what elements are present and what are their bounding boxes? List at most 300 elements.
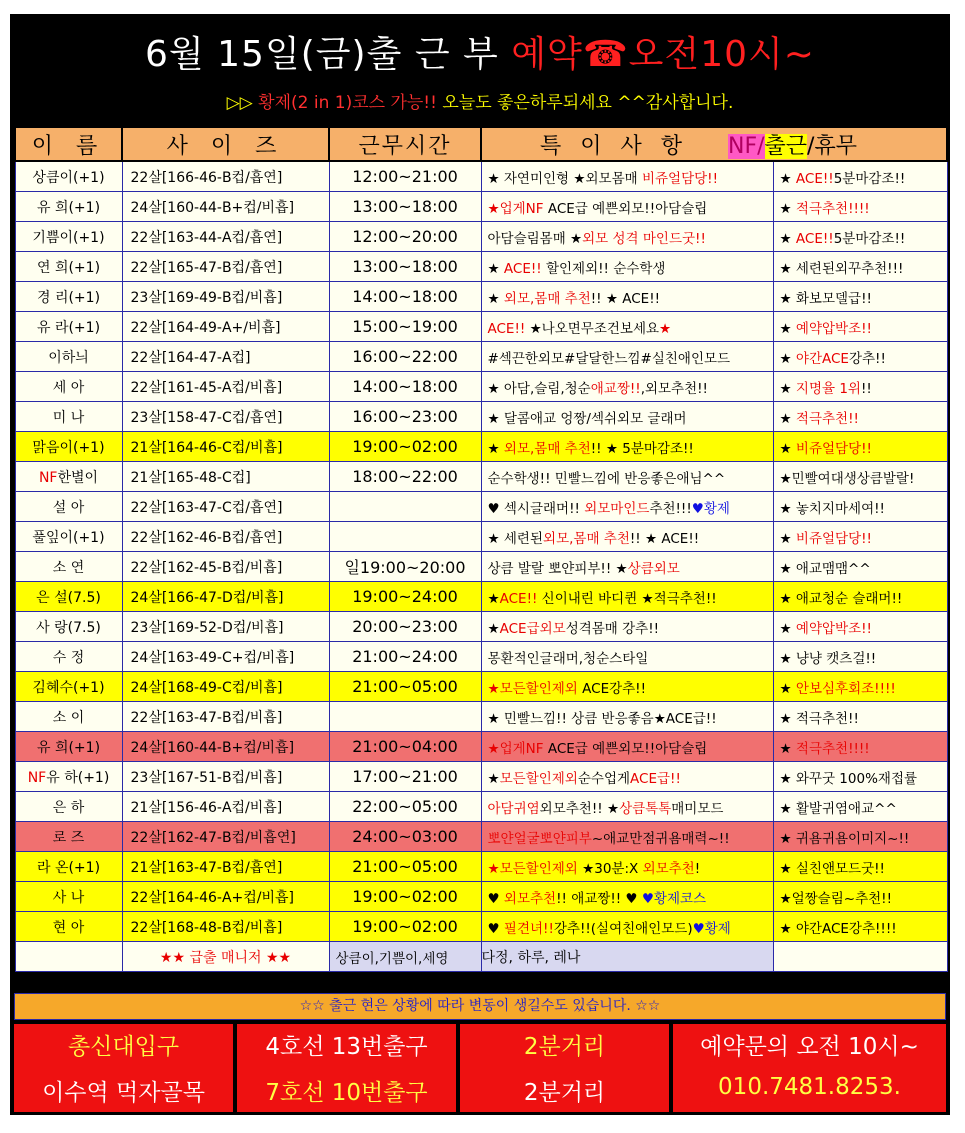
- cell-time: 24:00~03:00: [329, 822, 481, 852]
- cell-name: [15, 552, 122, 582]
- note-text: ★ 자연미인형 ★외모몸매: [487, 170, 642, 187]
- table-row: [15, 402, 947, 432]
- note-text: 성격몸매 강추!!: [565, 620, 660, 637]
- cell-size: 21살[163-47-B컵/흡연]: [122, 852, 329, 882]
- note-text: 지명율 1위: [795, 380, 861, 397]
- cell-time: 14:00~18:00: [329, 282, 481, 312]
- note-text: 아담귀염: [487, 800, 540, 817]
- cell-time: 13:00~18:00: [329, 252, 481, 282]
- cell-note-tag: [773, 762, 947, 792]
- cell-note: [481, 582, 773, 612]
- title-main: 6월 15일(금)출 근 부: [145, 34, 512, 75]
- table-row: [15, 492, 947, 522]
- cell-time: 19:00~02:00: [329, 882, 481, 912]
- title-reservation: 예약☎오전10시~: [511, 34, 815, 75]
- note-text: ★얼짱슬림~추천!!: [779, 890, 892, 907]
- cell-note-tag: [773, 582, 947, 612]
- table-row: [15, 672, 947, 702]
- manager-label: ★★ 급출 매니저 ★★: [122, 942, 329, 972]
- note-text: ★: [779, 680, 796, 697]
- cell-size: 22살[165-47-B컵/흡연]: [122, 252, 329, 282]
- table-row: [15, 342, 947, 372]
- note-text: ★ 세련된: [487, 530, 544, 547]
- cell-time: 17:00~21:00: [329, 762, 481, 792]
- cell-time: 20:00~23:00: [329, 612, 481, 642]
- legend-sep: /: [807, 133, 815, 159]
- note-text: ★: [487, 620, 500, 637]
- note-text: 비쥬얼담당!!: [795, 440, 872, 457]
- cell-size: 24살[166-47-D컵/비흡]: [122, 582, 329, 612]
- cell-name: [15, 282, 122, 312]
- cell-size: 22살[162-46-B컵/흡연]: [122, 522, 329, 552]
- cell-size: 22살[164-47-A컵]: [122, 342, 329, 372]
- cell-note: [481, 882, 773, 912]
- staff-name: 은 하: [52, 799, 85, 816]
- table-row: [15, 372, 947, 402]
- table-row: [15, 732, 947, 762]
- cell-note-tag: [773, 161, 947, 192]
- footer-phone-number[interactable]: 010.7481.8253.: [718, 1074, 901, 1100]
- cell-note-tag: [773, 342, 947, 372]
- cell-time: 19:00~24:00: [329, 582, 481, 612]
- cell-time: 21:00~05:00: [329, 852, 481, 882]
- table-row: [15, 222, 947, 252]
- schedule-board: [10, 14, 950, 1115]
- note-text: ACE!!: [499, 590, 538, 607]
- note-text: 상큼외모: [627, 560, 680, 577]
- cell-size: 22살[163-47-C컵/흡연]: [122, 492, 329, 522]
- note-text: ★: [487, 440, 504, 457]
- note-text: ★ 아담,슬림,청순: [487, 380, 591, 397]
- note-text: ACE급 예쁜외모!!아담슬립: [543, 200, 708, 217]
- cell-name: [15, 882, 122, 912]
- staff-name: 세 아: [52, 379, 85, 396]
- cell-note: [481, 762, 773, 792]
- cell-note: [481, 822, 773, 852]
- cell-note: [481, 432, 773, 462]
- cell-note: [481, 612, 773, 642]
- cell-note: [481, 372, 773, 402]
- note-text: ♥황제: [692, 920, 731, 937]
- cell-size: 22살[166-46-B컵/흡연]: [122, 161, 329, 192]
- cell-size: 24살[168-49-C컵/비흡]: [122, 672, 329, 702]
- note-text: ★: [487, 770, 500, 787]
- cell-empty: [15, 942, 122, 972]
- note-text: !! ★ ACE!!: [590, 290, 661, 307]
- table-row: [15, 582, 947, 612]
- footer-distance-1: 2분거리: [523, 1034, 606, 1060]
- nf-tag: NF: [27, 769, 47, 786]
- cell-name: [15, 912, 122, 942]
- cell-size: 23살[169-52-D컵/비흡]: [122, 612, 329, 642]
- legend-nf: NF/: [728, 133, 765, 159]
- table-row: [15, 552, 947, 582]
- cell-size: 22살[168-48-B컵/비흡]: [122, 912, 329, 942]
- cell-name: [15, 702, 122, 732]
- cell-name: [15, 252, 122, 282]
- cell-note: [481, 282, 773, 312]
- note-text: !! ★ 5분마감조!!: [590, 440, 694, 457]
- cell-time: 18:00~22:00: [329, 462, 481, 492]
- footer-exit-1: 4호선 13번출구: [265, 1034, 428, 1060]
- note-text: 아담슬림몸매 ★: [487, 230, 583, 247]
- cell-size: 23살[167-51-B컵/비흡]: [122, 762, 329, 792]
- note-text: 외모추천: [642, 860, 695, 877]
- cell-size: 22살[161-45-A컵/비흡]: [122, 372, 329, 402]
- staff-name: 김혜수(+1): [32, 679, 105, 696]
- note-text: ★나오면무조건보세요: [525, 320, 660, 337]
- cell-name: [15, 582, 122, 612]
- note-text: ★민빨여대생상큼발랄!: [779, 470, 915, 487]
- note-text: ★: [487, 590, 500, 607]
- cell-size: 23살[158-47-C컵/흡연]: [122, 402, 329, 432]
- note-text: 매미모드: [671, 800, 724, 817]
- note-text: 추천!!!: [649, 500, 692, 517]
- cell-note-tag: [773, 282, 947, 312]
- footer-distance-2: 2분거리: [523, 1080, 606, 1106]
- cell-note-tag: [773, 462, 947, 492]
- staff-name: 소 이: [52, 709, 85, 726]
- note-text: !!: [860, 380, 872, 397]
- cell-time: [329, 522, 481, 552]
- note-text: 애교짱!!: [590, 380, 641, 397]
- cell-name: [15, 522, 122, 552]
- staff-name: 현 아: [52, 919, 85, 936]
- note-text: 5분마감조!!: [833, 170, 906, 187]
- cell-note: [481, 552, 773, 582]
- note-text: ★모든할인제외: [487, 860, 578, 877]
- cell-size: 21살[156-46-A컵/비흡]: [122, 792, 329, 822]
- cell-note: [481, 252, 773, 282]
- staff-name: 상큼이(+1): [32, 169, 105, 186]
- note-text: 비쥬얼담당!!: [795, 530, 872, 547]
- cell-size: 24살[163-49-C+컵/비흡]: [122, 642, 329, 672]
- note-text: ♥황제코스: [641, 890, 707, 907]
- cell-name: [15, 402, 122, 432]
- note-text: ♥: [487, 890, 504, 907]
- note-text: 할인제외!! 순수학생: [541, 260, 666, 277]
- cell-time: 15:00~19:00: [329, 312, 481, 342]
- note-text: ★ 야간ACE강추!!!!: [779, 920, 897, 937]
- table-row: [15, 612, 947, 642]
- cell-note-tag: [773, 492, 947, 522]
- note-text: ★업게NF: [487, 740, 544, 757]
- note-text: ACE!!: [795, 230, 834, 247]
- note-text: ★: [487, 290, 504, 307]
- cell-empty: [773, 942, 947, 972]
- note-text: ★: [779, 410, 796, 427]
- table-row: [15, 912, 947, 942]
- note-text: 외모 성격 마인드굿!!: [582, 230, 706, 247]
- footer-reservation-hours: 예약문의 오전 10시~: [700, 1034, 919, 1060]
- cell-size: 22살[162-47-B컵/비흡연]: [122, 822, 329, 852]
- cell-name: [15, 432, 122, 462]
- cell-note-tag: [773, 852, 947, 882]
- note-text: ★ 세련된외꾸추천!!!: [779, 260, 904, 277]
- note-text: 몽환적인글래머,청순스타일: [487, 650, 649, 667]
- note-text: 순수업게: [577, 770, 631, 787]
- note-text: 안보심후회조!!!!: [795, 680, 896, 697]
- table-header: [15, 127, 947, 161]
- note-text: ★: [779, 740, 796, 757]
- col-header-notes: [481, 127, 947, 161]
- staff-name: 연 희(+1): [36, 259, 101, 276]
- note-text: 신이내린 바디퀸 ★적극추천!!: [537, 590, 717, 607]
- note-text: 순수학생!! 민빨느낌에 반응좋은애님^^: [487, 470, 726, 487]
- cell-time: 22:00~05:00: [329, 792, 481, 822]
- footer-contact: [673, 1024, 946, 1112]
- note-text: 외모추천!! ★: [539, 800, 620, 817]
- cell-note: [481, 792, 773, 822]
- note-text: 외모,몸매 추천: [503, 290, 591, 307]
- subtitle: [10, 86, 950, 120]
- cell-time: 19:00~02:00: [329, 432, 481, 462]
- cell-time: 21:00~05:00: [329, 672, 481, 702]
- note-text: ★ 귀욤귀욤이미지~!!: [779, 830, 910, 847]
- note-text: ACE!!: [795, 170, 834, 187]
- note-text: 외모추천: [503, 890, 557, 907]
- cell-name: [15, 852, 122, 882]
- cell-time: 16:00~23:00: [329, 402, 481, 432]
- cell-name: [15, 192, 122, 222]
- footer-exit-2: 7호선 10번출구: [265, 1080, 428, 1106]
- note-text: ★ 민빨느낌!! 상큼 반응좋음★ACE급!!: [487, 710, 717, 727]
- table-row: [15, 462, 947, 492]
- note-text: ★ 달콤애교 엉짱/섹쉬외모 글래머: [487, 410, 687, 427]
- note-text: ★ 애교청순 슬래머!!: [779, 590, 903, 607]
- cell-size: 22살[163-47-B컵/비흡]: [122, 702, 329, 732]
- staff-name: 은 설(7.5): [36, 589, 101, 606]
- footer-distance: [460, 1024, 669, 1112]
- staff-name: 소 연: [52, 559, 85, 576]
- staff-name: 사 나: [52, 889, 85, 906]
- col-header-size: 사 이 즈: [122, 127, 329, 161]
- cell-note-tag: [773, 672, 947, 702]
- notes-header-label: 특 이 사 항: [540, 133, 688, 159]
- cell-note-tag: [773, 552, 947, 582]
- cell-note-tag: [773, 882, 947, 912]
- note-text: 비쥬얼담당!!: [641, 170, 718, 187]
- cell-note: [481, 522, 773, 552]
- cell-note: [481, 642, 773, 672]
- cell-note-tag: [773, 312, 947, 342]
- cell-size: 22살[163-44-A컵/흡연]: [122, 222, 329, 252]
- table-row: [15, 312, 947, 342]
- cell-time: 16:00~22:00: [329, 342, 481, 372]
- note-text: ★모든할인제외: [487, 680, 578, 697]
- cell-name: [15, 372, 122, 402]
- staff-name: 수 정: [52, 649, 85, 666]
- table-row: [15, 432, 947, 462]
- table-row: [15, 522, 947, 552]
- note-text: ★: [779, 530, 796, 547]
- cell-note: [481, 312, 773, 342]
- table-row: [15, 642, 947, 672]
- note-text: !: [694, 860, 701, 877]
- staff-name: 유 희(+1): [36, 199, 101, 216]
- note-text: 상큼 발랄 뽀얀피부!! ★: [487, 560, 628, 577]
- staff-name: 유 하(+1): [46, 769, 110, 786]
- note-text: ACE급외모: [499, 620, 566, 637]
- note-text: ★업게NF: [487, 200, 544, 217]
- cell-note-tag: [773, 252, 947, 282]
- cell-note-tag: [773, 702, 947, 732]
- note-text: ★: [779, 380, 796, 397]
- note-text: #섹끈한외모#달달한느낌#실친애인모드: [487, 350, 731, 367]
- cell-note: [481, 402, 773, 432]
- cell-time: 21:00~24:00: [329, 642, 481, 672]
- note-text: 외모,몸매 추천: [543, 530, 630, 547]
- note-text: ACE!!: [487, 320, 526, 337]
- cell-note-tag: [773, 822, 947, 852]
- cell-size: 24살[160-44-B+컵/비흡]: [122, 732, 329, 762]
- note-text: 필견녀!!: [503, 920, 554, 937]
- note-text: ★ 놓치지마세여!!: [779, 500, 885, 517]
- note-text: 외모마인드: [584, 500, 650, 517]
- table-row: [15, 702, 947, 732]
- footer-station-1: 총신대입구: [67, 1034, 180, 1060]
- cell-note-tag: [773, 792, 947, 822]
- cell-time: [329, 702, 481, 732]
- note-text: ~애교만점귀욤매력~!!: [591, 830, 730, 847]
- cell-name: [15, 342, 122, 372]
- subtitle-course: 황제(2 in 1)코스 가능!!: [258, 93, 437, 113]
- staff-name: 유 라(+1): [36, 319, 101, 336]
- cell-name: [15, 492, 122, 522]
- cell-note: [481, 702, 773, 732]
- note-text: ★30분:X: [577, 860, 643, 877]
- note-text: ★ 활발귀염애교^^: [779, 800, 897, 817]
- note-text: 상큼톡톡: [619, 800, 672, 817]
- table-row: [15, 852, 947, 882]
- cell-size: 21살[164-46-C컵/비흡]: [122, 432, 329, 462]
- cell-name: [15, 312, 122, 342]
- note-text: ★: [487, 260, 504, 277]
- staff-name: 기쁨이(+1): [32, 229, 105, 246]
- cell-note: [481, 192, 773, 222]
- cell-note-tag: [773, 522, 947, 552]
- note-text: ACE급!!: [630, 770, 681, 787]
- staff-name: 사 랑(7.5): [36, 619, 101, 636]
- note-text: 모든할인제외: [499, 770, 578, 787]
- note-text: 5분마감조!!: [833, 230, 906, 247]
- cell-note: [481, 912, 773, 942]
- table-row: [15, 252, 947, 282]
- cell-name: [15, 792, 122, 822]
- cell-name: [15, 822, 122, 852]
- cell-size: 22살[164-46-A+컵/비흡]: [122, 882, 329, 912]
- note-text: ★ 와꾸굿 100%재접률: [779, 770, 918, 787]
- cell-note: [481, 222, 773, 252]
- cell-time: 일19:00~20:00: [329, 552, 481, 582]
- footer-station-2: 이수역 먹자골목: [42, 1080, 205, 1106]
- cell-time: [329, 492, 481, 522]
- cell-name: [15, 222, 122, 252]
- note-text: ♥ 섹시글래머!!: [487, 500, 585, 517]
- footer-location: [14, 1024, 233, 1112]
- staff-name: 풀잎이(+1): [32, 529, 105, 546]
- cell-note-tag: [773, 642, 947, 672]
- note-text: ♥: [487, 920, 504, 937]
- note-text: ★ 냥냥 캣츠걸!!: [779, 650, 877, 667]
- note-text: !! 애교짱!! ♥: [556, 890, 642, 907]
- cell-size: 22살[162-45-B컵/비흡]: [122, 552, 329, 582]
- note-text: !! ★ ACE!!: [629, 530, 700, 547]
- table-row: [15, 762, 947, 792]
- note-text: ★: [779, 350, 796, 367]
- cell-note: [481, 732, 773, 762]
- table-row: [15, 822, 947, 852]
- cell-note-tag: [773, 732, 947, 762]
- note-text: 예약압박조!!: [795, 620, 872, 637]
- note-text: 야간ACE: [795, 350, 849, 367]
- col-header-time: 근무시간: [329, 127, 481, 161]
- note-text: ★ 애교맴맴^^: [779, 560, 871, 577]
- note-text: ★: [779, 320, 796, 337]
- note-text: 뽀얀얼굴뽀얀피부: [487, 830, 592, 847]
- note-text: ACE강추!!: [577, 680, 647, 697]
- cell-note: [481, 161, 773, 192]
- nf-tag: NF: [38, 469, 58, 486]
- cell-time: 12:00~21:00: [329, 161, 481, 192]
- note-text: 예약압박조!!: [795, 320, 872, 337]
- note-text: ★ 적극추천!!: [779, 710, 859, 727]
- cell-note: [481, 342, 773, 372]
- notice-banner: ☆☆ 출근 현은 상황에 따라 변동이 생길수도 있습니다. ☆☆: [14, 993, 946, 1020]
- cell-note-tag: [773, 402, 947, 432]
- note-text: 외모,몸매 추천: [503, 440, 591, 457]
- manager-row: [15, 942, 947, 972]
- cell-note: [481, 672, 773, 702]
- staff-name: 설 아: [52, 499, 85, 516]
- note-text: ACE급 예쁜외모!!아담슬립: [543, 740, 708, 757]
- note-text: ♥황제: [691, 500, 730, 517]
- cell-time: 13:00~18:00: [329, 192, 481, 222]
- legend-work: 출근: [764, 133, 808, 159]
- note-text: ★: [659, 320, 672, 337]
- manager-names-2: 다정, 하루, 레나: [481, 942, 773, 972]
- cell-name: [15, 672, 122, 702]
- cell-note-tag: [773, 222, 947, 252]
- cell-note: [481, 492, 773, 522]
- table-row: [15, 282, 947, 312]
- cell-note-tag: [773, 192, 947, 222]
- note-text: ★: [779, 230, 796, 247]
- note-text: 적극추천!!!!: [795, 740, 870, 757]
- manager-names-1: 상큼이,기쁨이,세영: [329, 942, 481, 972]
- footer-exit: [237, 1024, 456, 1112]
- staff-name: 미 나: [52, 409, 85, 426]
- table-row: [15, 882, 947, 912]
- note-text: 강추!!(실여친애인모드): [553, 920, 693, 937]
- staff-name: 이하늬: [48, 349, 89, 366]
- cell-name: [15, 732, 122, 762]
- cell-time: 19:00~02:00: [329, 912, 481, 942]
- cell-name: [15, 462, 122, 492]
- staff-name: 라 온(+1): [36, 859, 101, 876]
- cell-size: 24살[160-44-B+컵/비흡]: [122, 192, 329, 222]
- note-text: ★: [779, 440, 796, 457]
- subtitle-arrows: ▷▷: [226, 93, 259, 113]
- table-row: [15, 161, 947, 192]
- cell-size: 23살[169-49-B컵/비흡]: [122, 282, 329, 312]
- cell-note: [481, 852, 773, 882]
- staff-name: 경 리(+1): [36, 289, 101, 306]
- staff-name: 유 희(+1): [36, 739, 101, 756]
- note-text: ★: [779, 170, 796, 187]
- table-row: [15, 192, 947, 222]
- cell-note-tag: [773, 372, 947, 402]
